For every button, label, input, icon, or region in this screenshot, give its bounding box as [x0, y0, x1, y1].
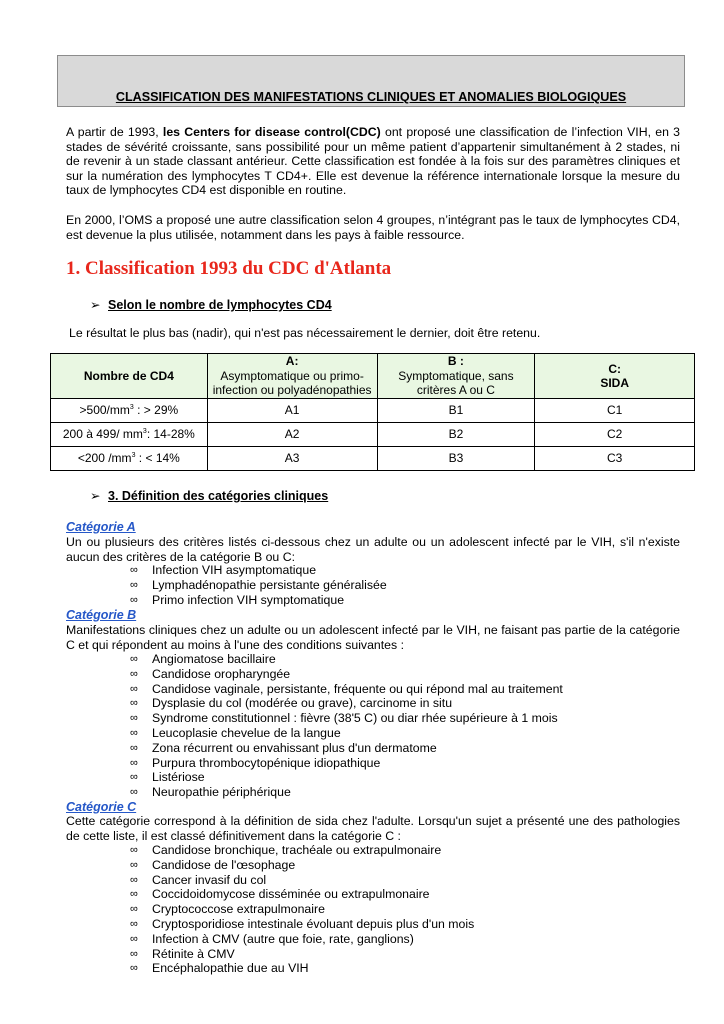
- table-cell: C3: [535, 447, 695, 471]
- table-cell: A1: [207, 399, 377, 423]
- list-item: ∞ Candidose de l'œsophage: [130, 857, 296, 872]
- table-cell: B1: [377, 399, 535, 423]
- subheading-categories: [90, 488, 328, 503]
- category-a-list: [130, 563, 387, 607]
- table-header-row: [51, 354, 695, 399]
- list-item: ∞ Candidose oropharyngée: [130, 666, 291, 681]
- list-item: ∞ Zona récurrent ou envahissant plus d'un dermatome: [130, 740, 437, 755]
- section-heading-cdc-1993: 1. Classification 1993 du CDC d'Atlanta: [66, 258, 392, 279]
- cd4-classification-table: [50, 353, 695, 471]
- list-item: ∞ Encéphalopathie due au VIH: [130, 961, 309, 976]
- infinity-bullet-icon: ∞: [130, 844, 138, 856]
- category-a-description: Un ou plusieurs des critères listés ci-dessous chez un adulte ou un adolescent infecté par le VIH, s'il n'existe aucun des critères de la catégorie B ou C:: [66, 535, 680, 564]
- list-item: ∞ Syndrome constitutionnel : fièvre (38'5 C) ou diar rhée supérieure à 1 mois: [130, 711, 558, 726]
- row-label: 200 à 499/ $mm^3$: 14-28%: [51, 423, 208, 447]
- infinity-bullet-icon: ∞: [130, 962, 138, 975]
- list-item: ∞ Cancer invasif du col: [130, 872, 267, 887]
- category-c-list: [130, 843, 474, 976]
- table-row: [51, 423, 695, 447]
- category-b-description: Manifestations cliniques chez un adulte ou un adolescent infecté par le VIH, ne faisant pas partie de la catégorie C et qui répondent au moins à l'une des conditions suivantes :: [66, 623, 680, 652]
- infinity-bullet-icon: ∞: [130, 564, 138, 576]
- subheading-cd4: [90, 297, 332, 312]
- table-cell: B2: [377, 423, 535, 447]
- infinity-bullet-icon: ∞: [130, 917, 138, 930]
- table-cell: C2: [535, 423, 695, 447]
- document-title: CLASSIFICATION DES MANIFESTATIONS CLINIQUES ET ANOMALIES BIOLOGIQUES: [115, 90, 627, 104]
- intro-text-start: A partir de 1993,: [66, 125, 163, 139]
- subheading-cd4-text: Selon le nombre de lymphocytes CD4: [108, 298, 332, 312]
- table-cell: B3: [377, 447, 535, 471]
- list-item: ∞ Angiomatose bacillaire: [130, 652, 276, 666]
- header-category-c: C: SIDA: [535, 354, 695, 399]
- infinity-bullet-icon: ∞: [130, 873, 138, 886]
- row-label: <200 $/mm^3$ : < 14%: [51, 447, 208, 471]
- category-c-title: Catégorie C: [66, 800, 137, 814]
- list-item: ∞ Infection à CMV (autre que foie, rate, ganglions): [130, 931, 414, 946]
- header-category-a: A: Asymptomatique ou primo-infection ou polyadénopathies: [207, 354, 377, 399]
- table-cell: A2: [207, 423, 377, 447]
- infinity-bullet-icon: ∞: [130, 682, 138, 695]
- infinity-bullet-icon: ∞: [130, 578, 138, 591]
- infinity-bullet-icon: ∞: [130, 786, 138, 799]
- list-item: ∞ Purpura thrombocytopénique idiopathique: [130, 755, 381, 770]
- list-item: ∞ Neuropathie périphérique: [130, 785, 291, 800]
- row-label: $>500/mm^3$ : > 29%: [51, 399, 208, 423]
- infinity-bullet-icon: ∞: [130, 726, 138, 739]
- subheading-categories-text: 3. Définition des catégories cliniques: [108, 489, 329, 503]
- table-row: [51, 399, 695, 423]
- infinity-bullet-icon: ∞: [130, 667, 138, 680]
- infinity-bullet-icon: ∞: [130, 903, 138, 916]
- list-item: ∞ Cryptosporidiose intestinale évoluant depuis plus d'un mois: [130, 916, 475, 931]
- arrow-bullet-icon: ➢: [90, 298, 101, 312]
- list-item: ∞ Dysplasie du col (modérée ou grave), carcinome in situ: [130, 696, 453, 711]
- list-item: ∞ Lymphadénopathie persistante généralisée: [130, 577, 387, 592]
- category-a-title: Catégorie A: [66, 520, 136, 534]
- list-item: ∞ Leucoplasie chevelue de la langue: [130, 725, 341, 740]
- list-item: ∞ Infection VIH asymptomatique: [130, 563, 317, 577]
- table-cell: C1: [535, 399, 695, 423]
- intro-cdc-bold: les Centers for disease control(CDC): [162, 125, 381, 139]
- infinity-bullet-icon: ∞: [130, 712, 138, 725]
- table-cell: A3: [207, 447, 377, 471]
- infinity-bullet-icon: ∞: [130, 653, 138, 665]
- infinity-bullet-icon: ∞: [130, 756, 138, 769]
- intro-text-rest: ont proposé une classification de l’infection VIH, en 3 stades de sévérité croissante, sans possibilité pour un même patient d’appartenir simultanément à 2 stades, ni de revenir à un stade classant antérieur. Cette classification est fondée à la fois sur des paramètres cliniques et sur la numération des lymphocytes T CD4+. Elle est devenue la référence internationale lorsque la mesure du taux de lymphocytes CD4 est disponible en routine.: [66, 125, 680, 198]
- list-item: ∞ Listériose: [130, 770, 205, 785]
- list-item: ∞ Coccidoidomycose disséminée ou extrapulmonaire: [130, 887, 430, 902]
- infinity-bullet-icon: ∞: [130, 888, 138, 901]
- list-item: ∞ Candidose bronchique, trachéale ou extrapulmonaire: [130, 843, 442, 857]
- category-c-description: Cette catégorie correspond à la définition de sida chez l'adulte. Lorsqu'un sujet a présenté une des pathologies de cette liste, il est classé définitivement dans la catégorie C :: [66, 814, 680, 843]
- category-b-title: Catégorie B: [66, 608, 137, 622]
- infinity-bullet-icon: ∞: [130, 593, 138, 606]
- intro-paragraph-cdc: [66, 125, 680, 198]
- title-banner: [57, 55, 685, 107]
- list-item: ∞ Primo infection VIH symptomatique: [130, 592, 345, 607]
- arrow-bullet-icon: ➢: [90, 489, 101, 503]
- infinity-bullet-icon: ∞: [130, 771, 138, 784]
- infinity-bullet-icon: ∞: [130, 741, 138, 754]
- category-b-list: [130, 652, 563, 800]
- intro-paragraph-oms: En 2000, l’OMS a proposé une autre classification selon 4 groupes, n’intégrant pas le taux de lymphocytes CD4, est devenue la plus utilisée, notamment dans les pays à faible ressource.: [66, 213, 680, 242]
- header-cd4: Nombre de CD4: [51, 354, 208, 399]
- nadir-note: Le résultat le plus bas (nadir), qui n'est pas nécessairement le dernier, doit être retenu.: [69, 326, 541, 340]
- list-item: ∞ Cryptococcose extrapulmonaire: [130, 902, 325, 917]
- infinity-bullet-icon: ∞: [130, 932, 138, 945]
- header-category-b: B : Symptomatique, sans critères A ou C: [377, 354, 535, 399]
- infinity-bullet-icon: ∞: [130, 697, 138, 710]
- infinity-bullet-icon: ∞: [130, 947, 138, 960]
- list-item: ∞ Rétinite à CMV: [130, 946, 235, 961]
- list-item: ∞ Candidose vaginale, persistante, fréquente ou qui répond mal au traitement: [130, 681, 563, 696]
- table-row: [51, 447, 695, 471]
- infinity-bullet-icon: ∞: [130, 858, 138, 871]
